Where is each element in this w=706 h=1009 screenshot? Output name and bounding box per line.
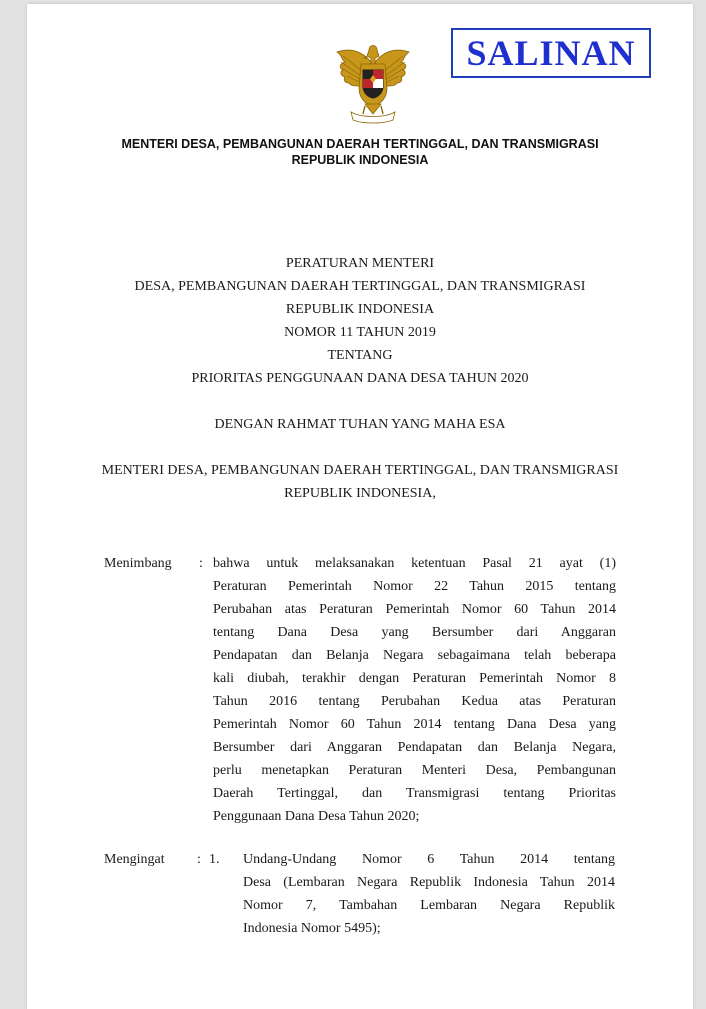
salinan-stamp: SALINAN (451, 28, 651, 78)
menimbang-line: Pemerintah Nomor 60 Tahun 2014 tentang Dana Desa yang (213, 717, 616, 732)
menimbang-line: bahwa untuk melaksanakan ketentuan Pasal 21 ayat (1) (213, 556, 616, 571)
menimbang-line: perlu menetapkan Peraturan Menteri Desa, Pembangunan (213, 763, 616, 778)
menimbang-line: Perubahan atas Peraturan Pemerintah Nomor 60 Tahun 2014 (213, 602, 616, 617)
regulation-title-line2: DESA, PEMBANGUNAN DAERAH TERTINGGAL, DAN TRANSMIGRASI (134, 279, 586, 294)
menimbang-line: kali diubah, terakhir dengan Peraturan Pemerintah Nomor 8 (213, 671, 616, 686)
mengingat-item-text (243, 848, 615, 940)
regulation-title-line3: REPUBLIK INDONESIA (285, 302, 435, 317)
blessing-line: DENGAN RAHMAT TUHAN YANG MAHA ESA (214, 417, 506, 432)
regulation-subject: PRIORITAS PENGGUNAAN DANA DESA TAHUN 2020 (191, 371, 529, 386)
menimbang-line: Penggunaan Dana Desa Tahun 2020; (213, 809, 420, 824)
mengingat-line: Undang-Undang Nomor 6 Tahun 2014 tentang (243, 852, 615, 867)
menimbang-label: Menimbang (104, 556, 172, 571)
mengingat-line: Indonesia Nomor 5495); (243, 921, 381, 936)
mengingat-line: Nomor 7, Tambahan Lembaran Negara Republik (243, 898, 615, 913)
menimbang-text (213, 552, 616, 828)
menimbang-line: Peraturan Pemerintah Nomor 22 Tahun 2015 tentang (213, 579, 616, 594)
garuda-emblem-icon (331, 40, 415, 126)
mengingat-colon: : (197, 852, 201, 867)
regulation-number: NOMOR 11 TAHUN 2019 (284, 325, 436, 340)
mengingat-item-number: 1. (209, 852, 220, 867)
regulation-about: TENTANG (327, 348, 393, 363)
menimbang-colon: : (199, 556, 203, 571)
ministry-title-line2: REPUBLIK INDONESIA (291, 153, 429, 167)
minister-line2: REPUBLIK INDONESIA, (284, 486, 436, 501)
mengingat-label: Mengingat (104, 852, 165, 867)
minister-line1: MENTERI DESA, PEMBANGUNAN DAERAH TERTINGGAL, DAN TRANSMIGRASI (101, 463, 619, 478)
regulation-title-line1: PERATURAN MENTERI (285, 256, 435, 271)
menimbang-line: tentang Dana Desa yang Bersumber dari Anggaran (213, 625, 616, 640)
mengingat-line: Desa (Lembaran Negara Republik Indonesia Tahun 2014 (243, 875, 615, 890)
ministry-title-line1: MENTERI DESA, PEMBANGUNAN DAERAH TERTINGGAL, DAN TRANSMIGRASI (121, 137, 599, 151)
menimbang-line: Pendapatan dan Belanja Negara sebagaimana telah beberapa (213, 648, 616, 663)
menimbang-line: Bersumber dari Anggaran Pendapatan dan Belanja Negara, (213, 740, 616, 755)
menimbang-line: Daerah Tertinggal, dan Transmigrasi tentang Prioritas (213, 786, 616, 801)
menimbang-line: Tahun 2016 tentang Perubahan Kedua atas Peraturan (213, 694, 616, 709)
